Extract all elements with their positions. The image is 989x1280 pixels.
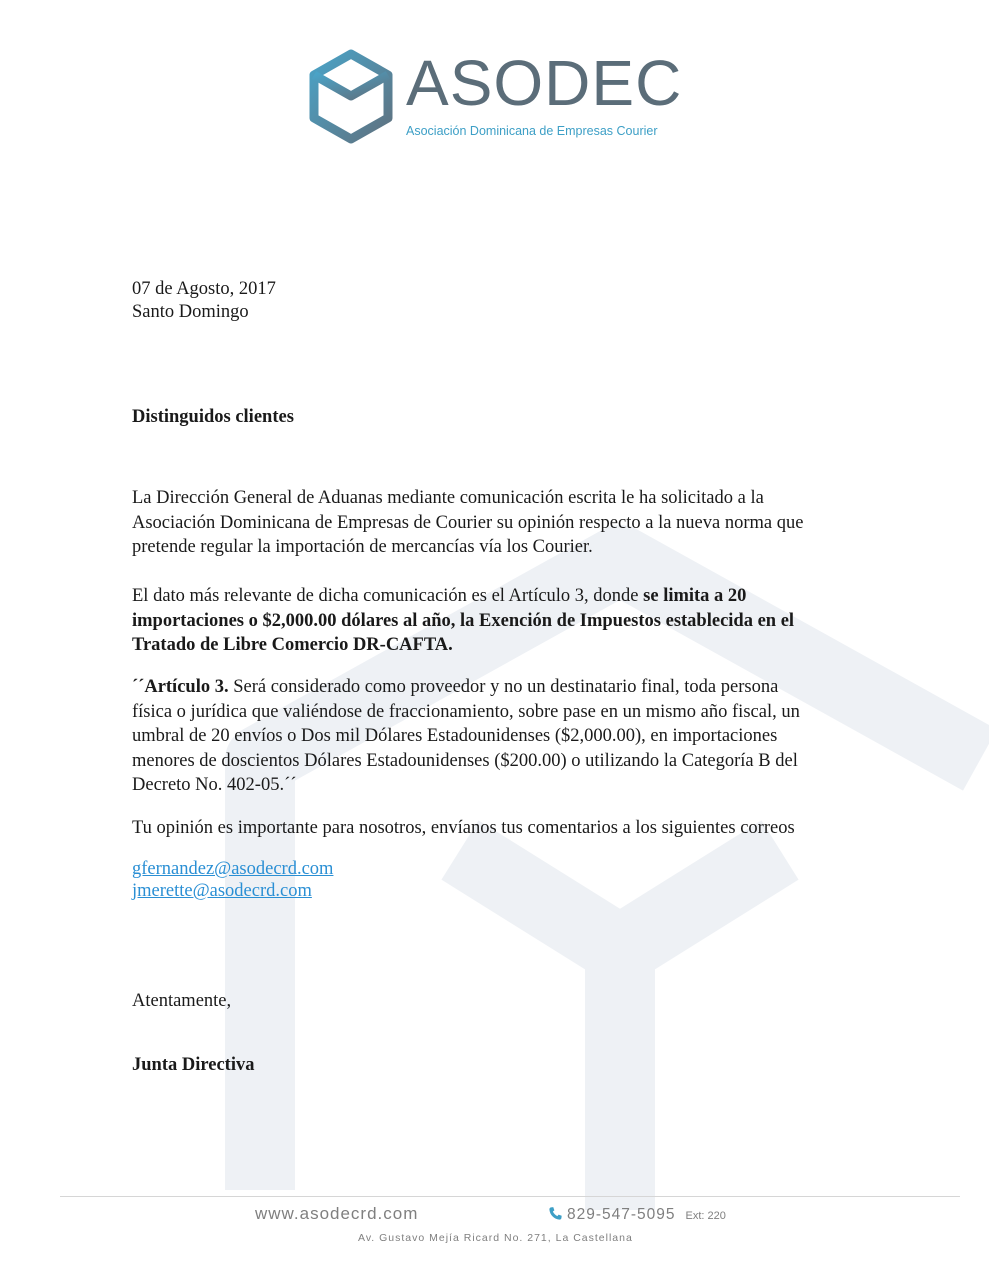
quote-open: ´´ (132, 677, 145, 697)
paragraph-text: El dato más relevante de dicha comunicación es el Artículo 3, donde (132, 586, 644, 606)
letterhead-logo (308, 47, 683, 148)
paragraph-bold-line: Tratado de Libre Comercio DR-CAFTA. (132, 635, 453, 655)
paragraph-bold-text: se limita a 20 (643, 586, 747, 606)
paragraph-article-3-quote (132, 675, 852, 798)
paragraph-line: Decreto No. 402-05.´´ (132, 775, 297, 795)
paragraph-line: menores de doscientos Dólares Estadounidenses ($200.00) o utilizando la Categoría B del (132, 750, 798, 771)
paragraph-line: La Dirección General de Aduanas mediante comunicación escrita le ha solicitado a la (132, 488, 764, 508)
paragraph-request (132, 486, 852, 560)
email-link-gfernandez[interactable]: gfernandez@asodecrd.com (132, 859, 334, 879)
paragraph-invitation: Tu opinión es importante para nosotros, envíanos tus comentarios a los siguientes correos (132, 818, 795, 838)
closing: Atentamente, (132, 991, 232, 1011)
paragraph-text: Será considerado como proveedor y no un destinatario final, toda persona (228, 677, 779, 697)
company-name: ASODEC (406, 47, 683, 119)
footer-address: Av. Gustavo Mejía Ricard No. 271, La Castellana (358, 1232, 633, 1244)
article-title: Artículo 3. (144, 677, 229, 697)
footer-phone-number: 829-547-5095 (567, 1206, 676, 1223)
paragraph-line (132, 584, 852, 609)
paragraph-line: física o jurídica que valiéndose de fraccionamiento, sobre pase en un mismo año fiscal, un (132, 701, 800, 722)
paragraph-bold-line: importaciones o $2,000.00 dólares al año, la Exención de Impuestos establecida en el (132, 610, 795, 631)
email-link-jmerette[interactable]: jmerette@asodecrd.com (132, 881, 312, 901)
letter-date: 07 de Agosto, 2017 (132, 279, 276, 299)
footer-phone (548, 1204, 726, 1224)
salutation: Distinguidos clientes (132, 407, 294, 427)
paragraph-line: umbral de 20 envíos o Dos mil Dólares Estadounidenses ($2,000.00), en importaciones (132, 726, 778, 746)
paragraph-article-summary (132, 584, 852, 658)
footer-divider (60, 1196, 960, 1197)
footer-website[interactable]: www.asodecrd.com (255, 1204, 419, 1223)
company-subtitle: Asociación Dominicana de Empresas Courier (406, 124, 658, 138)
letter-city: Santo Domingo (132, 302, 249, 322)
cube-icon (308, 48, 394, 144)
signature: Junta Directiva (132, 1055, 255, 1075)
paragraph-line: pretende regular la importación de mercancías vía los Courier. (132, 537, 593, 557)
paragraph-line: Asociación Dominicana de Empresas de Courier su opinión respecto a la nueva norma que (132, 512, 804, 533)
phone-icon (548, 1206, 563, 1221)
paragraph-line (132, 675, 852, 700)
footer-phone-ext: Ext: 220 (685, 1210, 726, 1222)
